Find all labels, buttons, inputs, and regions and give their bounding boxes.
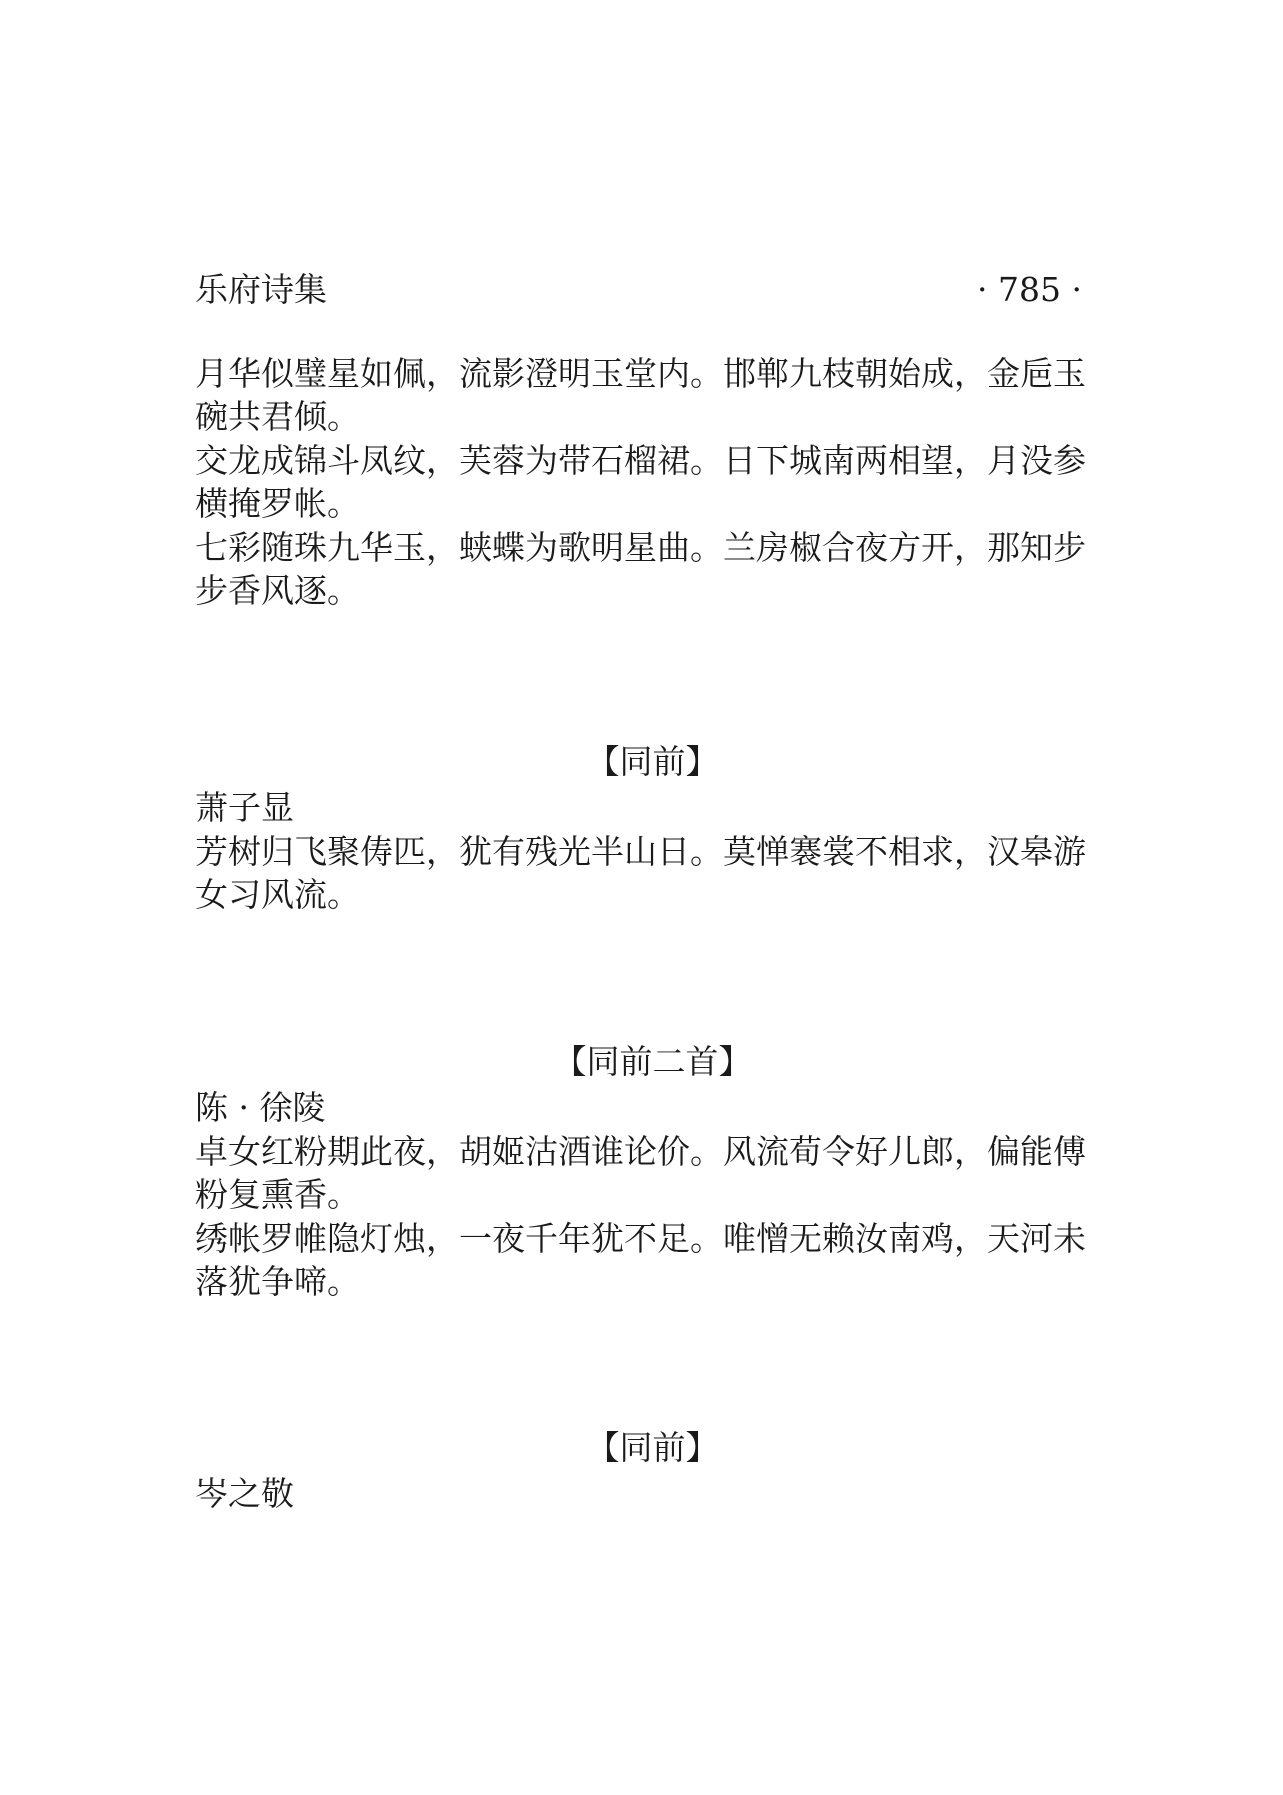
running-title: 乐府诗集 (195, 270, 327, 309)
poem-continuation (195, 352, 1090, 612)
section-title: 【同前】 (586, 742, 719, 781)
verse: 七彩随珠九华玉，蛱蝶为歌明星曲。兰房椒合夜方开，那知步步香风逐。 (195, 528, 1086, 610)
running-head (195, 268, 1090, 312)
author-name: 陈 · 徐陵 (195, 1088, 326, 1127)
section-title: 【同前二首】 (553, 1042, 752, 1081)
poem-section (195, 1426, 1090, 1516)
verse: 芳树归飞聚俦匹，犹有残光半山日。莫惮褰裳不相求，汉皋游女习风流。 (195, 832, 1086, 914)
section-title: 【同前】 (586, 1428, 719, 1467)
page-number: · 785 · (977, 270, 1082, 309)
document-page (195, 0, 1090, 1795)
verse: 绣帐罗帷隐灯烛，一夜千年犹不足。唯憎无赖汝南鸡，天河未落犹争啼。 (195, 1219, 1086, 1301)
verse: 卓女红粉期此夜，胡姬沽酒谁论价。风流荀令好儿郎，偏能傅粉复熏香。 (195, 1132, 1086, 1214)
poem-section (195, 1040, 1090, 1303)
verse: 交龙成锦斗凤纹，芙蓉为带石榴裙。日下城南两相望，月没参横掩罗帐。 (195, 441, 1086, 523)
poem-section (195, 740, 1090, 916)
author-name: 岑之敬 (195, 1474, 294, 1513)
author-name: 萧子显 (195, 788, 294, 827)
verse: 月华似璧星如佩，流影澄明玉堂内。邯郸九枝朝始成，金巵玉碗共君倾。 (195, 354, 1086, 436)
